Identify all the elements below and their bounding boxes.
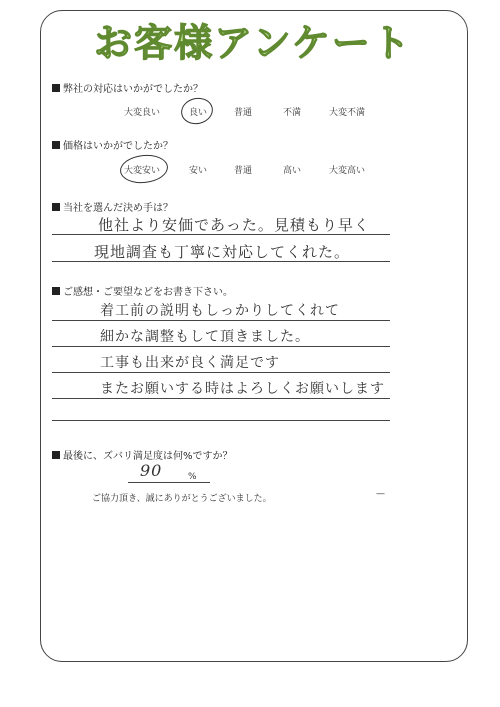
option-dissatisfied[interactable]: 不満 — [282, 108, 302, 118]
option-very-good[interactable]: 大変良い — [123, 108, 161, 118]
option-expensive[interactable]: 高い — [282, 166, 302, 176]
handwritten-comment-line: 着工前の説明もしっかりしてくれて — [100, 303, 340, 319]
answer-rule-line — [52, 420, 390, 421]
option-cheap[interactable]: 安い — [188, 166, 208, 176]
answer-rule-line — [52, 234, 390, 235]
option-good[interactable]: 良い — [188, 108, 208, 118]
question-price: 価格はいかがでしたか？ — [52, 137, 173, 152]
answer-rule-line — [128, 482, 210, 483]
question-satisfaction: 最後に、ズバリ満足度は何%ですか？ — [52, 447, 233, 462]
survey-title: お客様アンケート — [94, 21, 412, 65]
handwritten-comment-line: 工事も出来が良く満足です — [100, 355, 280, 371]
answer-rule-line — [52, 320, 390, 321]
option-very-dissatisfied[interactable]: 大変不満 — [328, 108, 366, 118]
footer-mark: — — [376, 489, 385, 499]
question-comments: ご感想・ご要望などをお書き下さい。 — [52, 283, 233, 298]
thanks-message: ご協力頂き、誠にありがとうございました。 — [92, 494, 272, 504]
square-bullet-icon — [52, 451, 60, 459]
handwritten-answer-line: 現地調査も丁寧に対応してくれた。 — [94, 243, 351, 261]
answer-rule-line — [52, 372, 390, 373]
option-very-cheap[interactable]: 大変安い — [123, 166, 161, 176]
handwritten-satisfaction-value: 90 — [140, 461, 163, 480]
question-deciding-factor: 当社を選んだ決め手は？ — [52, 199, 173, 214]
answer-rule-line — [52, 398, 390, 399]
square-bullet-icon — [52, 203, 60, 211]
answer-rule-line — [52, 261, 390, 262]
handwritten-comment-line: またお願いする時はよろしくお願いします — [100, 381, 385, 397]
question-service: 弊社の対応はいかがでしたか？ — [52, 80, 203, 95]
option-normal[interactable]: 普通 — [233, 108, 253, 118]
percent-unit-label: % — [188, 472, 197, 482]
square-bullet-icon — [52, 84, 60, 92]
square-bullet-icon — [52, 141, 60, 149]
square-bullet-icon — [52, 287, 60, 295]
handwritten-answer-line: 他社より安価であった。見積もり早く — [98, 216, 370, 234]
handwritten-comment-line: 細かな調整もして頂きました。 — [100, 329, 310, 345]
option-very-expensive[interactable]: 大変高い — [328, 166, 366, 176]
answer-rule-line — [52, 346, 390, 347]
option-normal-price[interactable]: 普通 — [233, 166, 253, 176]
